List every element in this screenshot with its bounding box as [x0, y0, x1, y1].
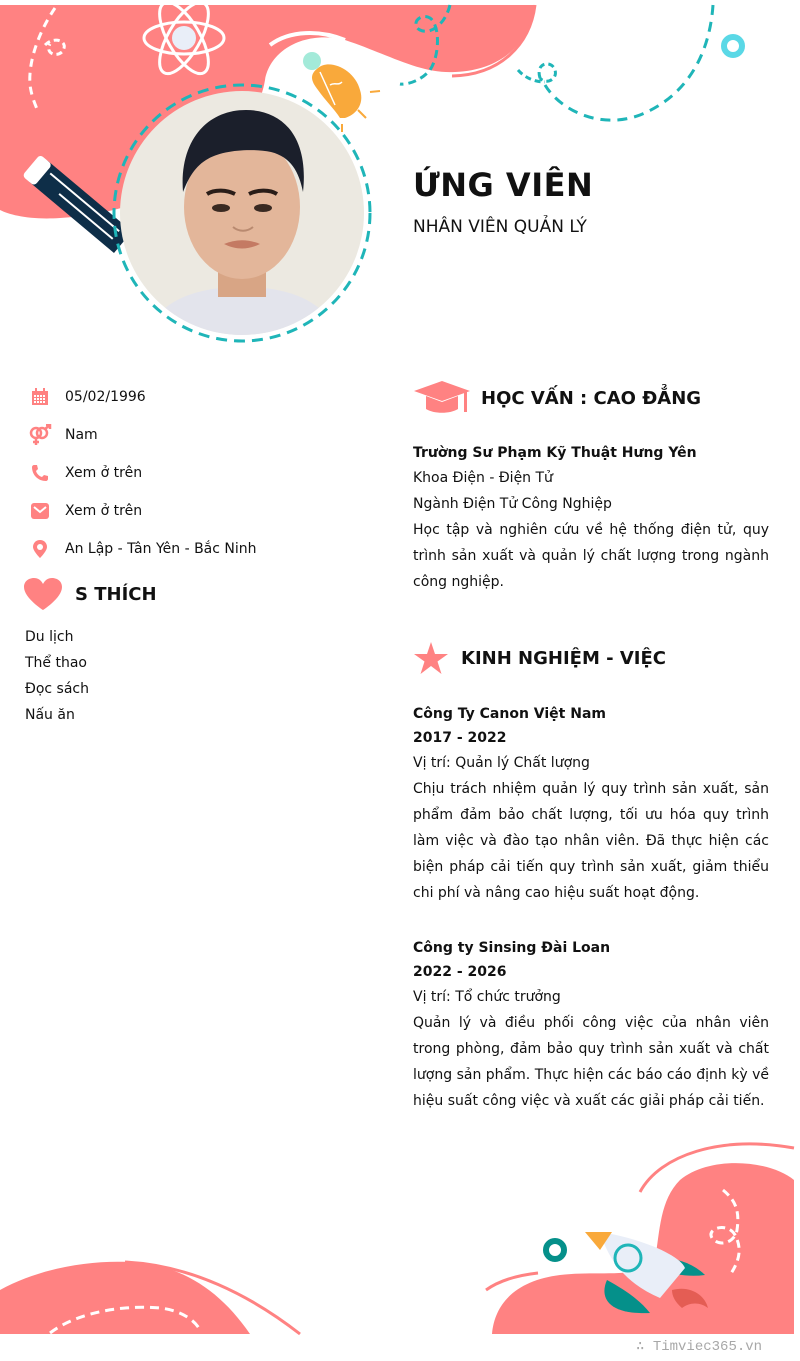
candidate-position: NHÂN VIÊN QUẢN LÝ: [413, 217, 587, 237]
job-period: 2017 - 2022: [413, 730, 507, 746]
email-icon: [28, 499, 52, 523]
education-faculty: Khoa Điện - Điện Tử: [413, 470, 553, 486]
education-major: Ngành Điện Tử Công Nghiệp: [413, 496, 612, 512]
job-role: Vị trí: Tổ chức trưởng: [413, 989, 561, 1005]
graduation-cap-icon: [414, 381, 470, 415]
hobby-item: Đọc sách: [25, 681, 90, 697]
experience-job-2: [413, 936, 769, 1114]
info-phone: [28, 461, 142, 485]
job-period: 2022 - 2026: [413, 964, 507, 980]
candidate-photo: [111, 82, 373, 344]
location-icon: [28, 537, 52, 561]
candidate-name: ỨNG VIÊN: [413, 166, 594, 204]
star-icon: [414, 642, 448, 674]
footer-decoration: [0, 1120, 800, 1361]
education-school: Trường Sư Phạm Kỹ Thuật Hưng Yên: [413, 445, 697, 461]
gender-value: Nam: [65, 427, 98, 443]
hobby-item: Nấu ăn: [25, 707, 75, 723]
job-company: Công Ty Canon Việt Nam: [413, 706, 606, 722]
watermark: ∴ Timviec365.vn: [636, 1339, 763, 1355]
education-description: Học tập và nghiên cứu về hệ thống điện tử, quy trình sản xuất và quản lý chất lượng trong ngành công nghiệp.: [413, 522, 769, 590]
hobbies-title: S THÍCH: [75, 583, 157, 605]
education-title: HỌC VẤN : CAO ĐẲNG: [481, 387, 702, 409]
job-description: Quản lý và điều phối công việc của nhân viên trong phòng, đảm bảo quy trình sản xuất và chất lượng sản phẩm. Thực hiện các báo cáo định kỳ về hiệu suất công việc và xuất các giải pháp cải tiến.: [413, 1015, 769, 1109]
candidate-photo-frame: [111, 82, 373, 344]
heart-icon: [24, 578, 62, 610]
experience-job-1: [413, 702, 769, 906]
education-body: [413, 441, 769, 595]
phone-icon: [28, 461, 52, 485]
job-description: Chịu trách nhiệm quản lý quy trình sản xuất, sản phẩm đảm bảo chất lượng, tối ưu hóa quy trình làm việc và đào tạo nhân viên. Đã thực hiện các biện pháp cải tiến quy trình sản xuất, giảm thiểu chi phí và nâng cao hiệu suất hoạt động.: [413, 781, 769, 901]
education-heading: [414, 381, 701, 415]
info-address: [28, 537, 257, 561]
calendar-icon: [28, 385, 52, 409]
info-gender: [28, 423, 98, 447]
hobbies-heading: [24, 578, 157, 610]
gender-icon: [28, 423, 52, 447]
info-email: [28, 499, 142, 523]
job-role: Vị trí: Quản lý Chất lượng: [413, 755, 590, 771]
address-value: An Lập - Tân Yên - Bắc Ninh: [65, 541, 257, 557]
birthdate-value: 05/02/1996: [65, 389, 146, 405]
phone-value: Xem ở trên: [65, 465, 143, 481]
job-company: Công ty Sinsing Đài Loan: [413, 940, 611, 956]
hobby-item: Du lịch: [25, 629, 74, 645]
hobby-item: Thể thao: [25, 655, 87, 671]
experience-heading: [414, 642, 666, 674]
experience-title: KINH NGHIỆM - VIỆC: [461, 647, 666, 669]
email-value: Xem ở trên: [65, 503, 143, 519]
info-birthdate: [28, 385, 146, 409]
